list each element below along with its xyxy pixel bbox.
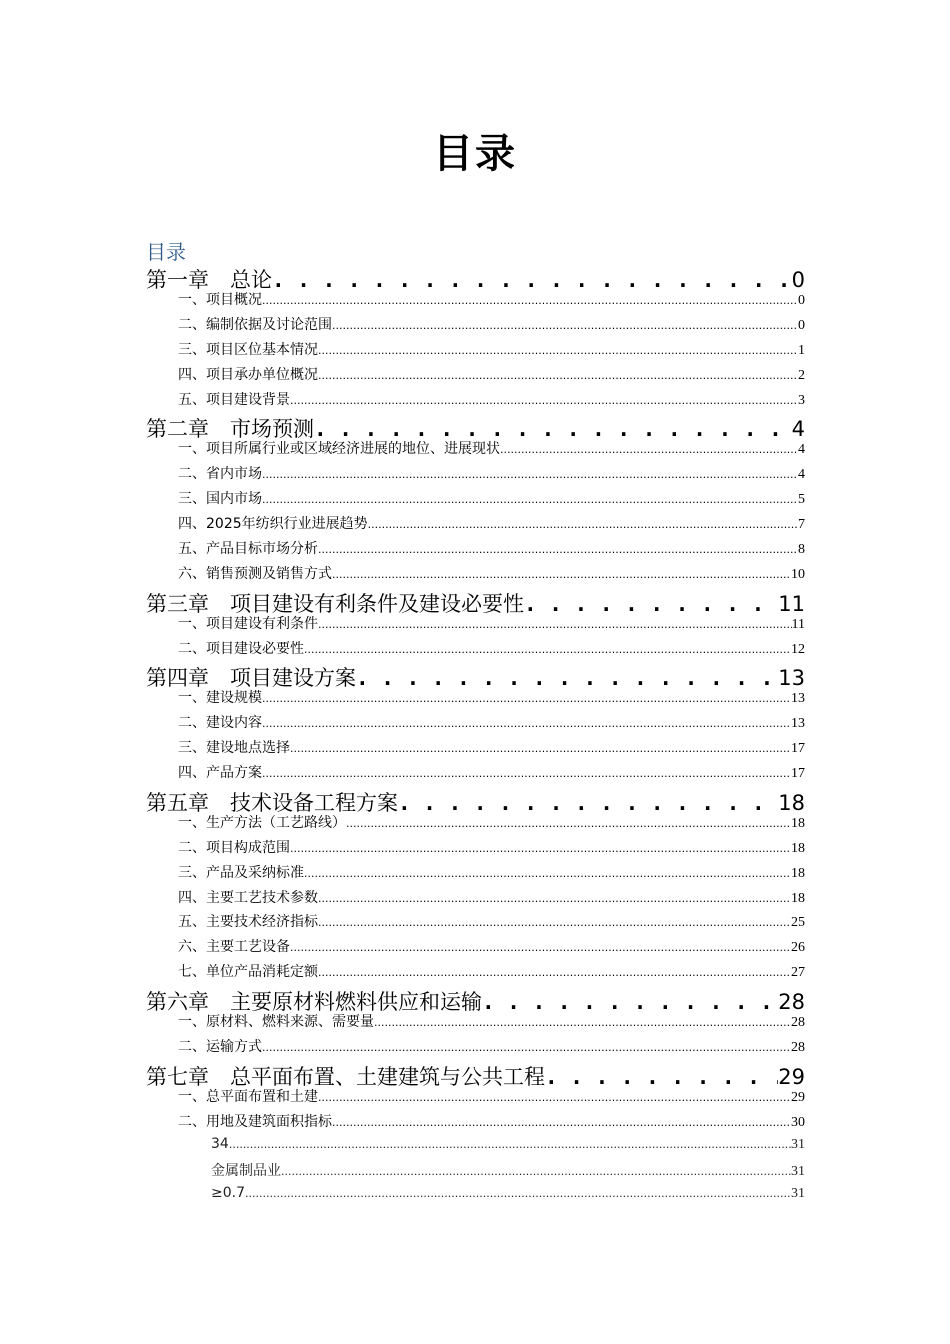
toc-page-number: 28 — [791, 1039, 805, 1055]
toc-page-number: 11 — [778, 591, 805, 616]
toc-entry-label: 五、产品目标市场分析 — [178, 540, 318, 557]
toc-page-number: 12 — [791, 641, 805, 657]
toc-dot-leader — [346, 817, 791, 830]
toc-section-entry[interactable] — [178, 613, 805, 633]
toc-dot-leader — [262, 1041, 791, 1054]
toc-entry-label: 三、建设地点选择 — [178, 740, 290, 757]
toc-heading[interactable]: 目录 — [146, 240, 186, 264]
toc-entry-label: 一、生产方法（工艺路线） — [178, 814, 346, 831]
toc-entry-label: 三、产品及采纳标准 — [178, 864, 304, 881]
toc-entry-label: 一、项目所属行业或区域经济进展的地位、进展现状 — [178, 441, 500, 458]
toc-page-number: 25 — [791, 915, 805, 931]
toc-page-number: 28 — [778, 990, 805, 1015]
toc-section-entry[interactable] — [178, 389, 805, 409]
toc-section-entry[interactable] — [178, 638, 805, 658]
toc-entry-label: 第二章 市场预测 — [146, 417, 314, 442]
toc-entry-label: 二、省内市场 — [178, 466, 262, 483]
toc-section-entry[interactable] — [178, 862, 805, 882]
toc-dot-leader — [290, 742, 791, 755]
toc-page-number: 4 — [798, 467, 805, 483]
toc-entry-label: 二、建设内容 — [178, 715, 262, 732]
toc-section-entry[interactable] — [178, 812, 805, 832]
toc-dot-leader — [262, 468, 798, 481]
toc-entry-label: 四、项目承办单位概况 — [178, 366, 318, 383]
toc-section-entry[interactable] — [211, 1136, 805, 1153]
toc-entry-label: 一、总平面布置和土建 — [178, 1088, 318, 1105]
toc-section-entry[interactable] — [178, 712, 805, 732]
toc-dot-leader — [262, 717, 791, 730]
toc-page-number: 17 — [791, 741, 805, 757]
toc-section-entry[interactable] — [178, 289, 805, 309]
toc-dot-leader — [318, 966, 791, 979]
toc-entry-label: 二、编制依据及讨论范围 — [178, 316, 332, 333]
toc-entry-label: 一、项目概况 — [178, 291, 262, 308]
toc-entry-label: 二、运输方式 — [178, 1038, 262, 1055]
toc-page-number: 27 — [791, 965, 805, 981]
toc-page-number: 31 — [791, 1136, 805, 1152]
toc-entry-label: 第四章 项目建设方案 — [146, 666, 356, 691]
toc-entry-label: 金属制品业 — [211, 1163, 281, 1180]
toc-entry-label: 第一章 总论 — [146, 268, 272, 292]
toc-page-number: 11 — [791, 616, 805, 632]
toc-page-number: 30 — [791, 1114, 805, 1130]
toc-page-number: 2 — [798, 367, 805, 383]
toc-page-number: 13 — [791, 691, 805, 707]
toc-entry-label: 三、国内市场 — [178, 491, 262, 508]
toc-dot-leader — [304, 643, 791, 656]
toc-section-entry[interactable] — [178, 936, 805, 956]
toc-entry-label: ≥0.7 — [211, 1185, 245, 1202]
toc-dot-leader — [318, 369, 798, 382]
toc-page-number: 4 — [798, 442, 805, 458]
toc-page-number: 8 — [798, 541, 805, 557]
toc-section-entry[interactable] — [178, 1011, 805, 1031]
toc-entry-label: 四、2025年纺织行业进展趋势 — [178, 516, 368, 532]
toc-entry-label: 一、原材料、燃料来源、需要量 — [178, 1014, 374, 1030]
toc-section-entry[interactable] — [178, 314, 805, 334]
toc-page-number: 17 — [791, 766, 805, 781]
toc-section-entry[interactable] — [211, 1160, 805, 1180]
toc-page-number: 31 — [791, 1186, 805, 1202]
toc-entry-label: 二、项目建设必要性 — [178, 640, 304, 657]
toc-dot-leader — [374, 1016, 791, 1029]
toc-entry-label: 五、主要技术经济指标 — [178, 914, 318, 931]
toc-section-entry[interactable] — [178, 1086, 805, 1106]
toc-section-entry[interactable] — [178, 837, 805, 857]
toc-section-entry[interactable] — [178, 887, 805, 907]
toc-dot-leader — [290, 941, 791, 954]
toc-entry-label: 六、销售预测及销售方式 — [178, 565, 332, 582]
toc-page-number: 18 — [791, 815, 805, 831]
toc-dot-leader — [262, 294, 798, 307]
toc-dot-leader — [290, 394, 798, 407]
toc-section-entry[interactable] — [178, 488, 805, 508]
toc-dot-leader — [318, 543, 798, 556]
toc-page-number: 7 — [798, 517, 805, 532]
toc-dot-leader — [318, 344, 798, 357]
toc-dot-leader — [229, 1138, 791, 1151]
toc-section-entry[interactable] — [178, 762, 805, 782]
toc-section-entry[interactable] — [178, 538, 805, 558]
toc-dot-leader — [500, 443, 798, 456]
toc-page-number: 0 — [798, 292, 805, 308]
toc-dot-leader — [304, 867, 791, 880]
toc-entry-label: 二、项目构成范围 — [178, 839, 290, 856]
toc-page-number: 18 — [791, 865, 805, 881]
toc-dot-leader — [332, 1116, 791, 1129]
toc-section-entry[interactable] — [178, 961, 805, 981]
toc-page-number: 28 — [791, 1015, 805, 1030]
toc-entry-label: 第七章 总平面布置、土建建筑与公共工程 — [146, 1064, 545, 1089]
toc-entry-label: 一、建设规模 — [178, 690, 262, 707]
toc-entry-label: 六、主要工艺设备 — [178, 939, 290, 956]
toc-section-entry[interactable] — [178, 563, 805, 583]
toc-dot-leader — [318, 892, 791, 905]
toc-section-entry[interactable] — [178, 438, 805, 458]
toc-dot-leader — [281, 1165, 791, 1178]
toc-page-number: 13 — [778, 666, 805, 691]
toc-dot-leader — [318, 916, 791, 929]
toc-page-number: 4 — [791, 417, 805, 442]
toc-entry-label: 四、产品方案 — [178, 765, 262, 781]
toc-section-entry[interactable] — [178, 737, 805, 757]
page-title: 目录 — [433, 131, 517, 177]
toc-page-number: 13 — [791, 716, 805, 732]
toc-page-number: 3 — [798, 392, 805, 408]
toc-section-entry[interactable] — [178, 513, 805, 533]
toc-dot-leader — [262, 493, 798, 506]
toc-entry-label: 34 — [211, 1135, 229, 1152]
toc-entry-label: 三、项目区位基本情况 — [178, 341, 318, 358]
toc-page-number: 0 — [798, 317, 805, 333]
toc-section-entry[interactable] — [178, 911, 805, 931]
toc-page-number: 26 — [791, 940, 805, 956]
toc-page-number: 0 — [791, 268, 805, 292]
toc-section-entry[interactable] — [178, 687, 805, 707]
toc-page-number: 18 — [791, 890, 805, 906]
toc-entry-label: 一、项目建设有利条件 — [178, 615, 318, 632]
toc-dot-leader — [368, 518, 798, 531]
toc-section-entry[interactable] — [178, 1111, 805, 1131]
toc-page-number: 29 — [778, 1064, 805, 1089]
toc-entry-label: 第六章 主要原材料燃料供应和运输 — [146, 990, 482, 1015]
toc-section-entry[interactable] — [178, 1036, 805, 1056]
toc-dot-leader — [318, 618, 792, 631]
toc-page-number: 18 — [791, 840, 805, 856]
toc-page-number: 18 — [778, 790, 805, 815]
toc-page-number: 5 — [798, 492, 805, 508]
toc-dot-leader — [245, 1187, 791, 1200]
toc-page-number: 10 — [791, 566, 805, 582]
toc-entry-label: 第五章 技术设备工程方案 — [146, 790, 398, 815]
toc-dot-leader — [290, 842, 791, 855]
toc-dot-leader — [332, 319, 798, 332]
toc-dot-leader — [262, 692, 791, 705]
toc-section-entry[interactable] — [178, 339, 805, 359]
toc-section-entry[interactable] — [211, 1185, 805, 1202]
toc-page-number: 29 — [791, 1089, 805, 1105]
toc-section-entry[interactable] — [178, 364, 805, 384]
toc-entry-label: 二、用地及建筑面积指标 — [178, 1113, 332, 1130]
toc-entry-label: 四、主要工艺技术参数 — [178, 889, 318, 906]
toc-entry-label: 七、单位产品消耗定额 — [178, 964, 318, 981]
toc-entry-label: 第三章 项目建设有利条件及建设必要性 — [146, 591, 524, 616]
toc-page-number: 1 — [798, 342, 805, 358]
toc-dot-leader — [318, 1091, 791, 1104]
toc-section-entry[interactable] — [178, 463, 805, 483]
toc-entry-label: 五、项目建设背景 — [178, 391, 290, 408]
toc-page-number: 31 — [791, 1164, 805, 1180]
toc-dot-leader — [332, 568, 791, 581]
toc-dot-leader — [262, 767, 791, 780]
